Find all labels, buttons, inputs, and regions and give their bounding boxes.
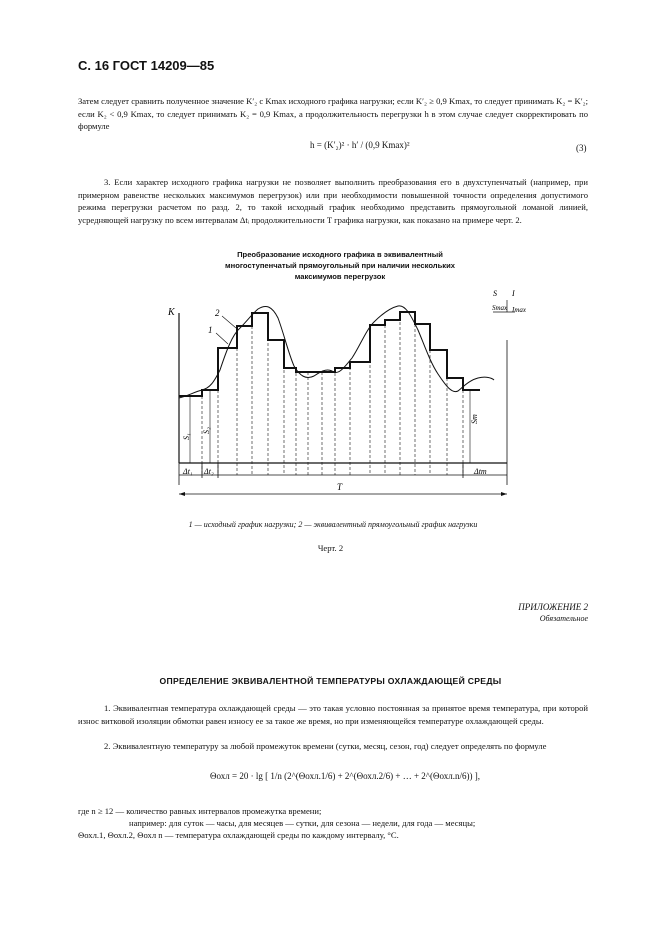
paragraph-eq-temp-2: 2. Эквивалентную температуру за любой промежуток времени (сутки, месяц, сезон, год) следует определять по формуле: [104, 741, 547, 751]
page-header: С. 16 ГОСТ 14209—85: [78, 58, 215, 73]
where-line-2: например: для суток — часы, для месяцев — сутки, для сезона — недели, для года — месяцы;: [129, 818, 476, 828]
figure-title-line-3: максимумов перегрузок: [294, 272, 386, 281]
formula-h: h = (K′₂)² · h′ / (0,9 Kmax)²: [310, 140, 410, 150]
appendix-subtitle: Обязательное: [539, 614, 588, 623]
equivalent-step-graph: [179, 312, 480, 396]
section-heading: ОПРЕДЕЛЕНИЕ ЭКВИВАЛЕНТНОЙ ТЕМПЕРАТУРЫ ОХЛАЖДАЮЩЕЙ СРЕДЫ: [159, 676, 502, 686]
formula-theta: Θохл = 20 · lg [ 1/n (2^(Θохл.1/6) + 2^(Θохл.2/6) + … + 2^(Θохл.n/6)) ],: [210, 771, 481, 781]
dt1-label: Δt₁: [183, 467, 193, 476]
curve-1-label: 1: [208, 325, 213, 335]
Sm-label: Sm: [470, 414, 479, 424]
figure-title-line-1: Преобразование исходного графика в эквивалентный: [237, 250, 443, 259]
equation-number: (3): [576, 143, 587, 153]
Imax-label: Imax: [512, 306, 526, 314]
paragraph-eq-temp-1: 1. Эквивалентная температура охлаждающей среды — это такая условно постоянная за принятое время температура, при которой износ витковой изоляции обмотки равен износу ее за такое же время, но при изменяющейся температуре охлаждающей среды.: [78, 703, 588, 726]
S2-label: S₂: [202, 427, 211, 434]
dtm-label: Δtm: [474, 467, 487, 476]
appendix-title: ПРИЛОЖЕНИЕ 2: [518, 602, 588, 612]
paragraph-compare: Затем следует сравнить полученное значение K′₂ с Kmax исходного графика нагрузки; если K′₂ ≥ 0,9 Kmax, то следует принимать K₂ = K′₂; если K₂ < 0,9 Kmax, то следует принимать K₂ = 0,9 Kmax, а продолжительность перегрузки h в этом случае следует скорректировать по формуле: [78, 96, 588, 132]
dt2-label: Δt₂: [204, 467, 214, 476]
figure-caption: 1 — исходный график нагрузки; 2 — эквивалентный прямоугольный график нагрузки: [188, 520, 478, 529]
appendix-block: [518, 601, 588, 625]
figure-number: Черт. 2: [317, 543, 344, 553]
where-line-3: Θохл.1, Θохл.2, Θохл n — температура охлаждающей среды по каждому интервалу, °С.: [78, 830, 399, 840]
I-label: I: [512, 289, 515, 298]
y-axis-label: K: [168, 307, 175, 318]
paragraph-3: 3. Если характер исходного графика нагрузки не позволяет выполнить преобразования его в двухступенчатый (например, при примерном равенстве нескольких максимумов перегрузок) или при необходимости повышенной точности определения допустимого режима перегрузки расчетом по разд. 2, то такой исходный график необходимо представить прямоугольной ломаной линией, усредняющей нагрузку по всем интервалам Δtᵢ продолжительности T графика нагрузки, как показано на примере черт. 2.: [78, 177, 588, 225]
Smax-label: Smax: [492, 304, 508, 312]
S1-label: S₁: [182, 433, 191, 440]
where-line-1: где n ≥ 12 — количество равных интервалов промежутка времени;: [78, 806, 322, 816]
interval-lines: [202, 312, 463, 475]
S-label: S: [493, 289, 497, 298]
figure-title-line-2: многоступенчатый прямоугольный при наличии нескольких: [225, 261, 455, 270]
T-label: T: [337, 482, 343, 492]
curve-2-label: 2: [215, 308, 220, 318]
